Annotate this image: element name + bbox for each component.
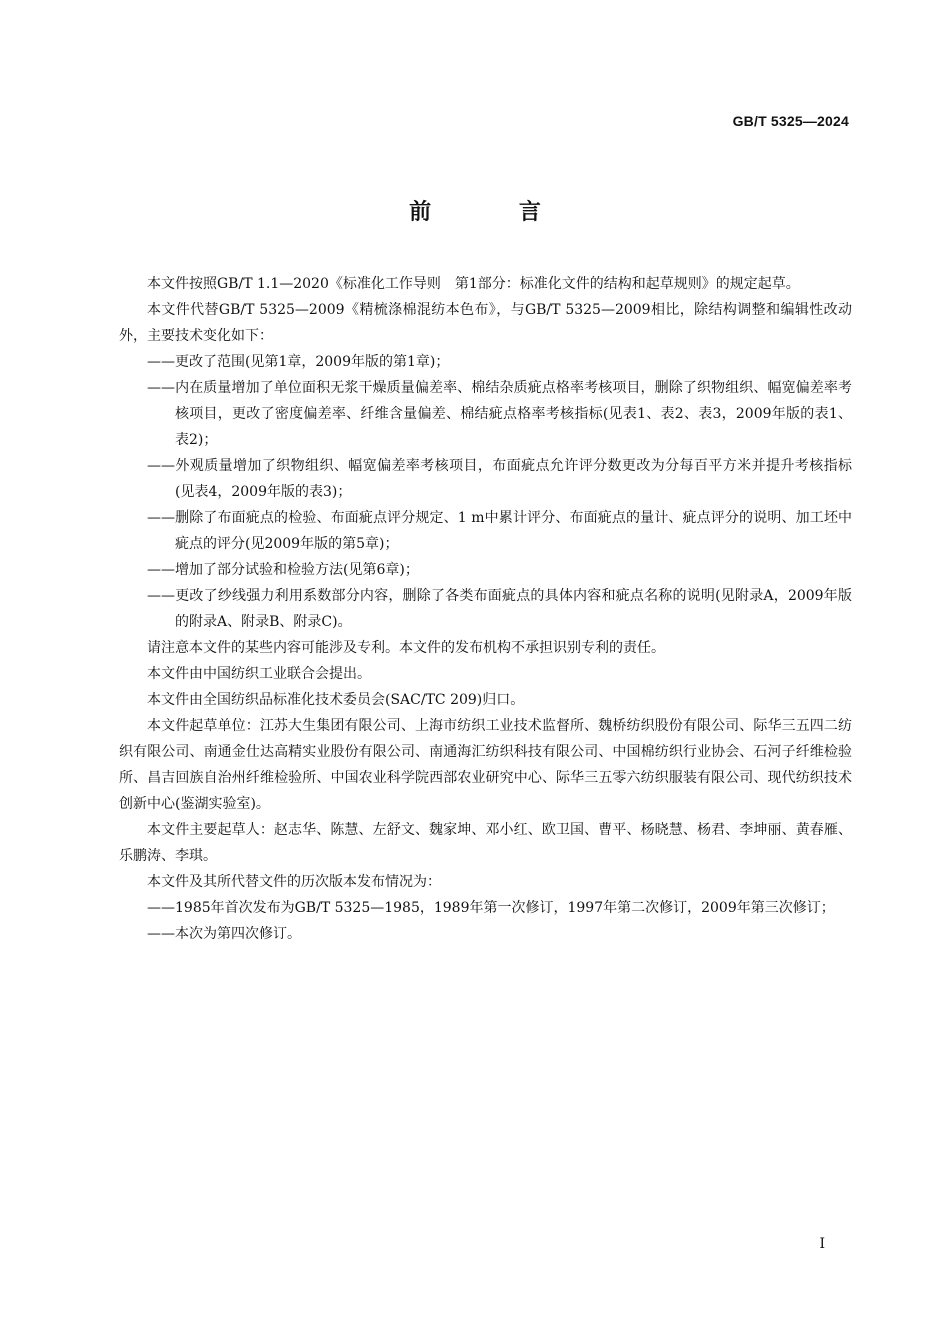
- list-item: ——1985年首次发布为GB/T 5325—1985，1989年第一次修订，1997年第二次修订，2009年第三次修订；: [147, 900, 835, 916]
- list-item: ——外观质量增加了织物组织、幅宽偏差率考核项目，布面疵点允许评分数更改为分每百平方米并提升考核指标(见表4，2009年版的表3)；: [147, 458, 852, 500]
- list-item: ——删除了布面疵点的检验、布面疵点评分规定、1 m中累计评分、布面疵点的量计、疵点评分的说明、加工坯中疵点的评分(见2009年版的第5章)；: [147, 510, 852, 552]
- list-item: ——增加了部分试验和检验方法(见第6章)；: [147, 562, 419, 578]
- paragraph: 本文件起草单位：江苏大生集团有限公司、上海市纺织工业技术监督所、魏桥纺织股份有限公司、际华三五四二纺织有限公司、南通金仕达高精实业股份有限公司、南通海汇纺织科技有限公司、中国棉纺织行业协会、石河子纤维检验所、昌吉回族自治州纤维检验所、中国农业科学院西部农业研究中心、际华三五零六纺织服装有限公司、现代纺织技术创新中心(鉴湖实验室)。: [119, 718, 852, 812]
- paragraph: 本文件按照GB/T 1.1—2020《标准化工作导则 第1部分：标准化文件的结构和起草规则》的规定起草。: [147, 276, 800, 292]
- paragraph: 本文件由中国纺织工业联合会提出。: [147, 666, 371, 682]
- list-item: ——内在质量增加了单位面积无浆干燥质量偏差率、棉结杂质疵点格率考核项目，删除了织物组织、幅宽偏差率考核项目，更改了密度偏差率、纤维含量偏差、棉结疵点格率考核指标(见表1、表2、表3，2009年版的表1、表2)；: [147, 380, 852, 448]
- list-item: ——更改了纱线强力利用系数部分内容，删除了各类布面疵点的具体内容和疵点名称的说明(见附录A，2009年版的附录A、附录B、附录C)。: [147, 588, 852, 630]
- standard-code: GB/T 5325—2024: [732, 113, 849, 129]
- list-item: ——更改了范围(见第1章，2009年版的第1章)；: [147, 354, 450, 370]
- document-body: [119, 271, 852, 947]
- paragraph: 本文件及其所代替文件的历次版本发布情况为：: [147, 874, 441, 890]
- paragraph: 本文件由全国纺织品标准化技术委员会(SAC/TC 209)归口。: [147, 692, 525, 708]
- page-number: I: [819, 1236, 825, 1252]
- page-title: 前 言: [409, 200, 581, 225]
- paragraph: 请注意本文件的某些内容可能涉及专利。本文件的发布机构不承担识别专利的责任。: [147, 640, 665, 656]
- paragraph: 本文件代替GB/T 5325—2009《精梳涤棉混纺本色布》，与GB/T 5325—2009相比，除结构调整和编辑性改动外，主要技术变化如下：: [119, 302, 852, 344]
- list-item: ——本次为第四次修订。: [147, 926, 301, 942]
- paragraph: 本文件主要起草人：赵志华、陈慧、左舒文、魏家坤、邓小红、欧卫国、曹平、杨晓慧、杨君、李坤丽、黄春雁、乐鹏涛、李琪。: [119, 822, 852, 864]
